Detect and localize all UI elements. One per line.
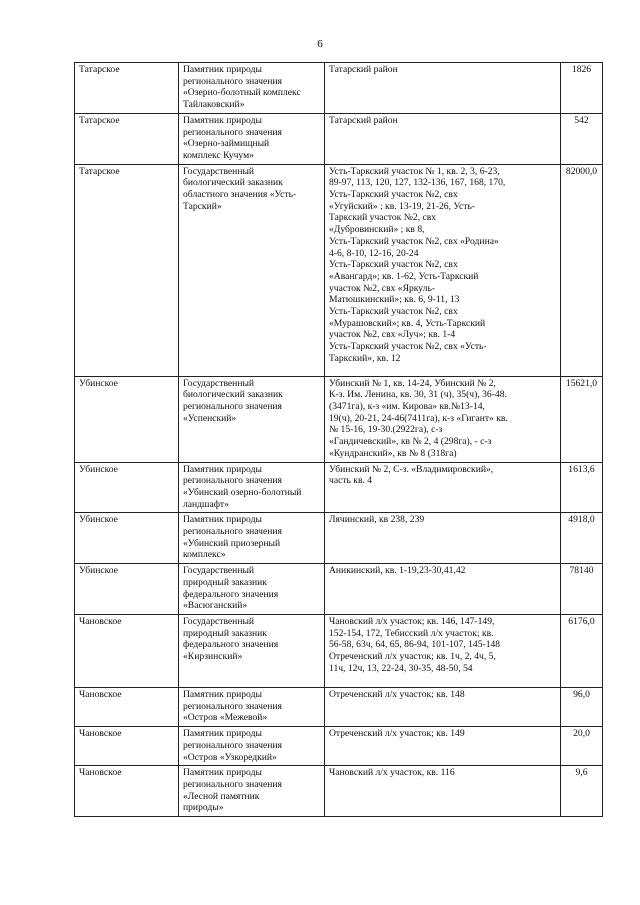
- location-cell: Чановский л/х участок, кв. 116: [325, 766, 561, 817]
- name-cell: Памятник природы регионального значения «Озерно-займищный комплекс Кучум»: [179, 113, 325, 164]
- district-cell: Татарское: [75, 63, 179, 114]
- table-row: [75, 687, 603, 726]
- name-cell: Государственный биологический заказник регионального значения «Успенский»: [179, 376, 325, 462]
- location-cell: Татарский район: [325, 63, 561, 114]
- page-number: 6: [317, 38, 323, 50]
- district-cell: Татарское: [75, 113, 179, 164]
- area-cell: 20,0: [561, 727, 603, 766]
- area-cell: 542: [561, 113, 603, 164]
- area-cell: 82000,0: [561, 164, 603, 376]
- district-cell: Убинское: [75, 513, 179, 564]
- area-cell: 78140: [561, 564, 603, 615]
- area-cell: 96,0: [561, 687, 603, 726]
- district-cell: Чановское: [75, 614, 179, 687]
- district-cell: Татарское: [75, 164, 179, 376]
- location-cell: Чановский л/х участок; кв. 146, 147-149, 152-154, 172, Тебисский л/х участок; кв. 56-58, 63ч, 64, 65, 86-94, 101-107, 145-148 Отреченский л/х участок; кв. 1ч, 2, 4ч, 5, 11ч, 12ч, 13, 22-24, 30-35, 48-50, 54: [325, 614, 561, 687]
- area-cell: 1826: [561, 63, 603, 114]
- location-cell: Лячинский, кв 238, 239: [325, 513, 561, 564]
- table-row: [75, 564, 603, 615]
- name-cell: Государственный природный заказник федерального значения «Кирзинский»: [179, 614, 325, 687]
- location-cell: Аникинский, кв. 1-19,23-30,41,42: [325, 564, 561, 615]
- area-cell: 15621,0: [561, 376, 603, 462]
- table-body: [75, 63, 603, 817]
- name-cell: Государственный биологический заказник областного значения «Усть- Тарский»: [179, 164, 325, 376]
- name-cell: Памятник природы регионального значения «Остров «Узкоредкий»: [179, 727, 325, 766]
- table-row: [75, 376, 603, 462]
- location-cell: Татарский район: [325, 113, 561, 164]
- name-cell: Памятник природы регионального значения «Убинский озерно-болотный ландшафт»: [179, 462, 325, 513]
- table-row: [75, 63, 603, 114]
- name-cell: Памятник природы регионального значения «Озерно-болотный комплекс Тайлаковский»: [179, 63, 325, 114]
- district-cell: Убинское: [75, 564, 179, 615]
- location-cell: Убинский № 1, кв. 14-24, Убинский № 2, К-з. Им. Ленина, кв. 30, 31 (ч), 35(ч), 36-48. (3471га), к-з «им. Кирова» кв.№13-14, 19(ч), 20-21, 24-46(7411га), к-з «Гигант» кв. № 15-16, 19-30.(2922га), с-з «Гандичевский», кв № 2, 4 (298га), - с-з «Кундранский», кв № 8 (318га): [325, 376, 561, 462]
- table-row: [75, 614, 603, 687]
- district-cell: Чановское: [75, 687, 179, 726]
- table-row: [75, 462, 603, 513]
- table-row: [75, 727, 603, 766]
- area-cell: 1613,6: [561, 462, 603, 513]
- location-cell: Усть-Таркский участок № 1, кв. 2, 3, 6-23, 89-97, 113, 120, 127, 132-136, 167, 168, 170, Усть-Таркский участок №2, свх «Угуйский» ; кв. 13-19, 21-26, Усть- Таркский участок №2, свх «Дубровинский» ; кв 8, Усть-Таркский участок №2, свх «Родина» 4-6, 8-10, 12-16, 20-24 Усть-Таркский участок №2, свх «Авангард»; кв. 1-62, Усть-Таркский участок №2, свх «Яркуль- Матюшкинский»; кв. 6, 9-11, 13 Усть-Таркский участок №2, свх «Мурашовский»; кв. 4, Усть-Таркский участок №2, свх «Луч»; кв. 1-4 Усть-Таркский участок №2, свх «Усть- Таркский», кв. 12: [325, 164, 561, 376]
- name-cell: Памятник природы регионального значения «Убинский приозерный комплекс»: [179, 513, 325, 564]
- table-row: [75, 513, 603, 564]
- location-cell: Убинский № 2, С-з. «Владимировский», часть кв. 4: [325, 462, 561, 513]
- location-cell: Отреченский л/х участок; кв. 149: [325, 727, 561, 766]
- area-cell: 9,6: [561, 766, 603, 817]
- district-cell: Чановское: [75, 727, 179, 766]
- protected-areas-table: [74, 62, 603, 817]
- name-cell: Государственный природный заказник федерального значения «Васюганский»: [179, 564, 325, 615]
- name-cell: Памятник природы регионального значения «Остров «Межевой»: [179, 687, 325, 726]
- district-cell: Чановское: [75, 766, 179, 817]
- name-cell: Памятник природы регионального значения «Лесной памятник природы»: [179, 766, 325, 817]
- area-cell: 4918,0: [561, 513, 603, 564]
- table-row: [75, 766, 603, 817]
- location-cell: Отреченский л/х участок; кв. 148: [325, 687, 561, 726]
- district-cell: Убинское: [75, 462, 179, 513]
- district-cell: Убинское: [75, 376, 179, 462]
- table-row: [75, 164, 603, 376]
- table-row: [75, 113, 603, 164]
- area-cell: 6176,0: [561, 614, 603, 687]
